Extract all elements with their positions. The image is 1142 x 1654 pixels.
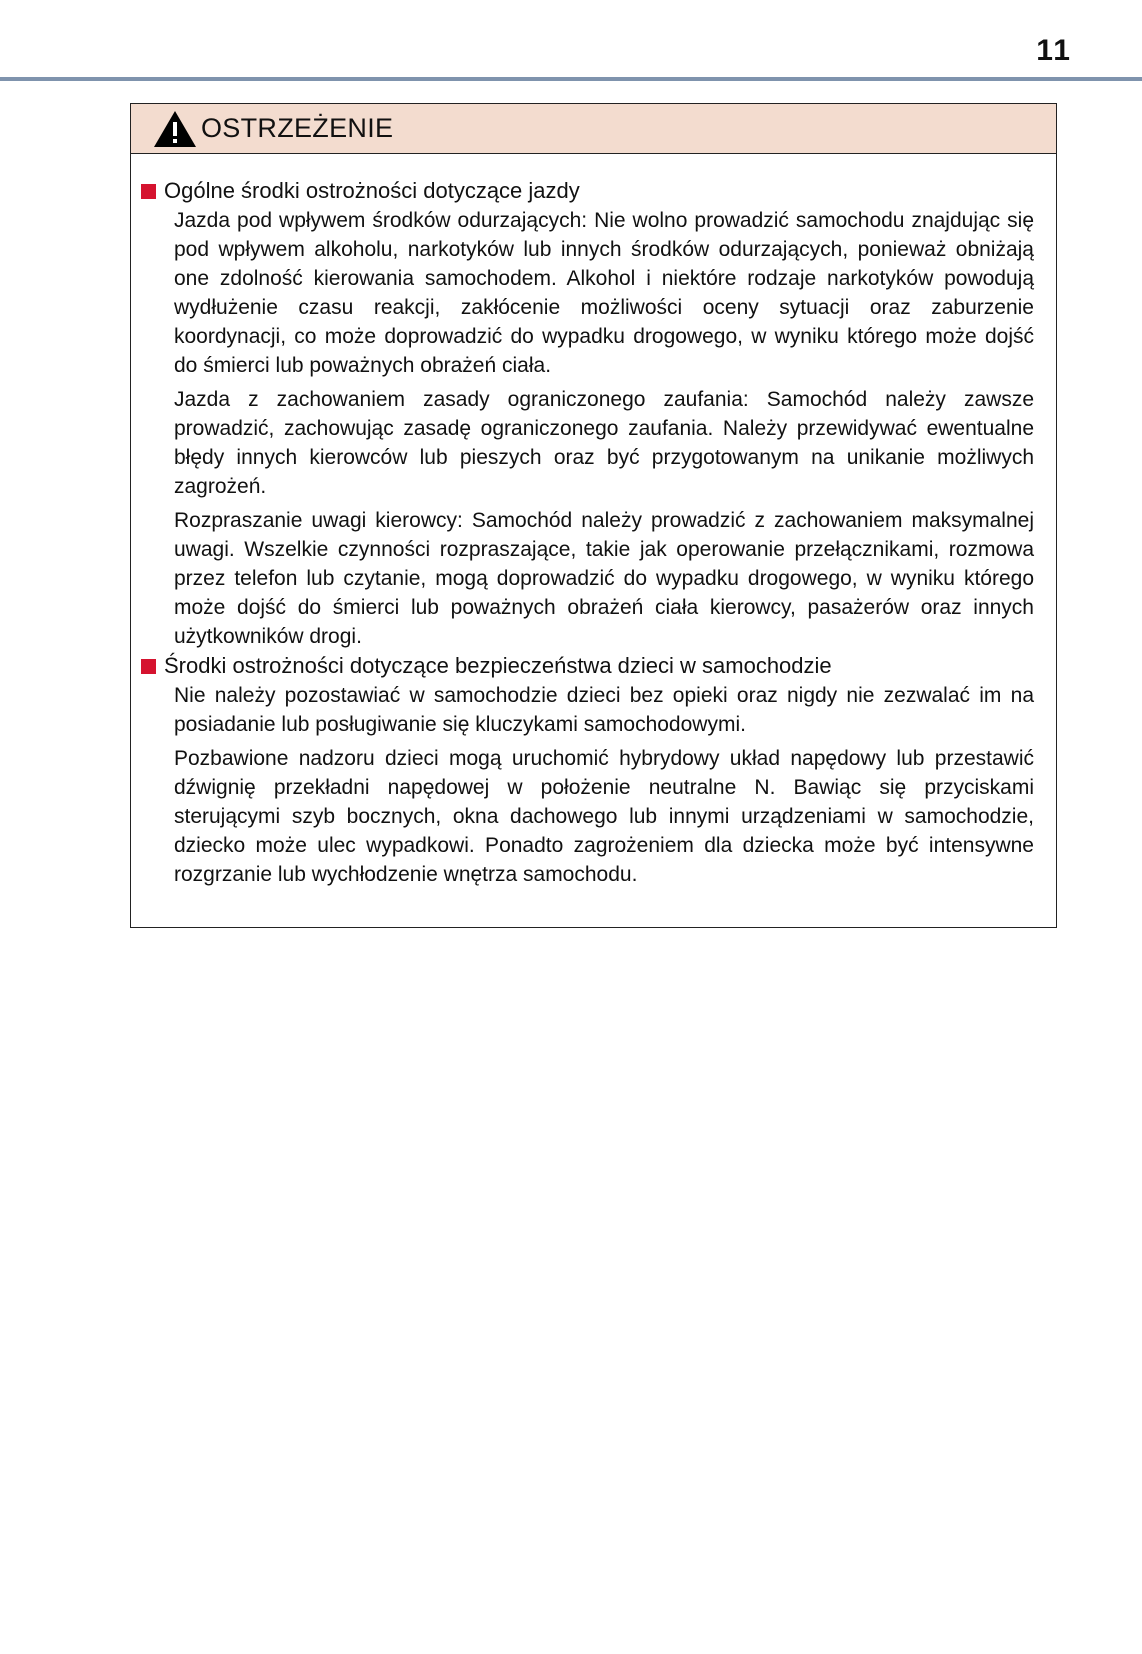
warning-box <box>130 103 1057 928</box>
warning-header <box>131 104 1056 154</box>
paragraph: Jazda pod wpływem środków odurzających: Nie wolno prowadzić samochodu znajdując się pod wpływem alkoholu, narkotyków lub innych środków odurzających, ponieważ obniżają one zdolność kierowania samochodem. Alkohol i niektóre rodzaje narkotyków powodują wydłużenie czasu reakcji, zakłócenie możliwości oceny sytuacji oraz zaburzenie koordynacji, co może doprowadzić do wypadku drogowego, w wyniku którego może dojść do śmierci lub poważnych obrażeń ciała. <box>174 209 1034 377</box>
section-heading <box>139 176 1034 206</box>
section-heading <box>139 651 1034 681</box>
paragraph: Rozpraszanie uwagi kierowcy: Samochód należy prowadzić z zachowaniem maksymalnej uwagi. Wszelkie czynności rozpraszające, takie jak operowanie przełącznikami, rozmowa przez telefon lub czytanie, mogą doprowadzić do wypadku drogowego, w wyniku którego może dojść do śmierci lub poważnych obrażeń ciała kierowcy, pasażerów oraz innych użytkowników drogi. <box>174 509 1034 648</box>
bullet-square-icon <box>141 659 156 674</box>
header-rule <box>0 77 1142 81</box>
warning-triangle-icon <box>153 110 197 148</box>
warning-title: OSTRZEŻENIE <box>201 113 394 143</box>
section-heading-text: Ogólne środki ostrożności dotyczące jazdy <box>164 178 580 203</box>
page-number: 11 <box>1036 34 1072 67</box>
bullet-square-icon <box>141 184 156 199</box>
paragraph: Nie należy pozostawiać w samochodzie dzieci bez opieki oraz nigdy nie zezwalać im na posiadanie lub posługiwanie się kluczykami samochodowymi. <box>174 684 1034 736</box>
section-heading-text: Środki ostrożności dotyczące bezpieczeństwa dzieci w samochodzie <box>164 653 832 678</box>
paragraph: Jazda z zachowaniem zasady ograniczonego zaufania: Samochód należy zawsze prowadzić, zachowując zasadę ograniczonego zaufania. Należy przewidywać ewentualne błędy innych kierowców lub pieszych oraz być przygotowanym na unikanie możliwych zagrożeń. <box>174 388 1034 498</box>
paragraph: Pozbawione nadzoru dzieci mogą uruchomić hybrydowy układ napędowy lub przestawić dźwignię przekładni napędowej w położenie neutralne N. Bawiąc się przyciskami sterującymi szyb bocznych, okna dachowego lub innymi urządzeniami w samochodzie, dziecko może ulec wypadkowi. Ponadto zagrożeniem dla dziecka może być intensywne rozgrzanie lub wychłodzenie wnętrza samochodu. <box>174 747 1034 886</box>
